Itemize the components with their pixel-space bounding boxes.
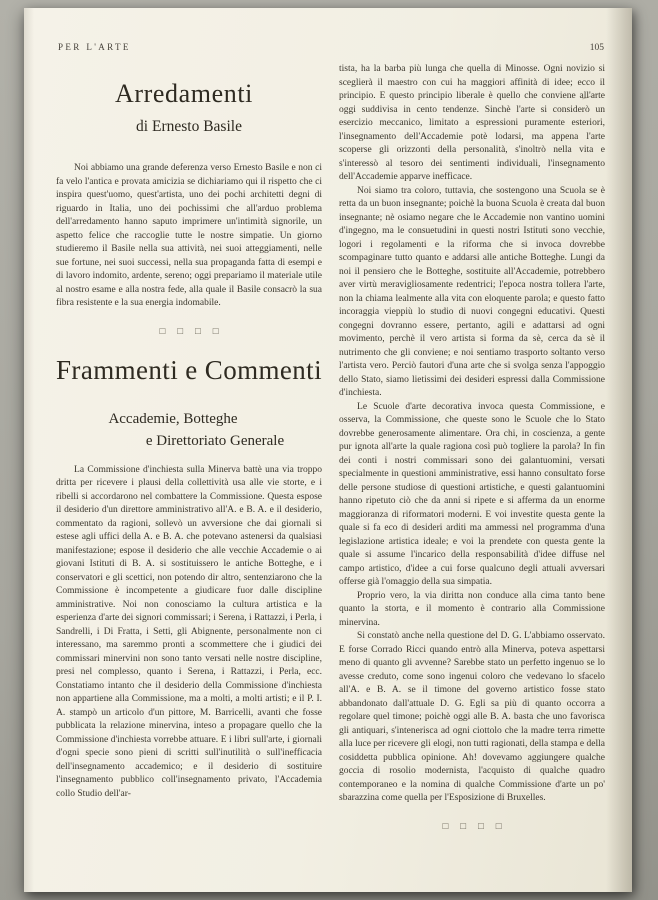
left-column	[56, 59, 322, 832]
ornament-squares: □□□□	[442, 821, 514, 832]
subtitle-line-2: e Direttoriato Generale	[145, 432, 285, 449]
page-header	[56, 42, 606, 53]
article-byline: di Ernesto Basile	[136, 118, 242, 135]
article-title-arredamenti: Arredamenti	[115, 79, 253, 108]
magazine-page	[24, 8, 632, 892]
paragraph: Noi siamo tra coloro, tuttavia, che sostengono una Scuola se è retta da un buon insegnante; poichè la buona Scuola è creata dal buon insegnante; nè osiamo negare che le Accademie non vantino uomini d'ingegno, ma le consuetudini in questi nostri Istituti sono vecchie, logori i regolamenti e la riforma che si invoca dovrebbe scompaginare tutto quanto e addarsi alle antiche Botteghe. Lungi da noi il pensiero che le Botteghe, sostituite all'Accademie, potrebbero aver virtù meravigliosamente redentrici; l'epoca nostra tollera l'arte, non la chiama lealmente alla vita con eloquente parola; e questo fatto incoraggia vieppiù lo studio di nuovi congegni educativi. Questi congegni dovranno essere, pertanto, agili e adattarsi ad ogni movimento, perchè il vero artista si forma da sè, cerca da sè il nutrimento che gli conviene; e noi sentiamo trasporto soltanto verso l'artista vero. Perciò fautori d'una arte che si svolga senza l'appoggio dello Stato, siamo lietissimi dei desideri espressi dalla Commissione d'inchiesta.	[339, 185, 605, 398]
paragraph: Si constatò anche nella questione del D. G. L'abbiamo osservato. E forse Corrado Ricci quando entrò alla Minerva, poteva aspettarsi meno di quanto gli avvenne? Sarebbe stato un perfetto ingenuo se lo avesse creduto, come sono ingenui coloro che vedevano lo sfacelo all'A. e B. A. se il timone del governo artistico fosse stato abbandonato dall'attuale D. G. Egli sa più di quanto occorra a regolare quel timone; poichè oggi alle B. A. basta che uno favorisca gli antiquari, s'intenerisca ad ogni ciottolo che la madre terra rimette alla luce per ricevere gli elogi, non tutti ragionati, della stampa e della cosiddetta pubblica opinione. Ah! dovevamo aggiungere qualche goccia di rosolio modernista, l'acquisto di qualche quadro contemporaneo e la nomina di qualche Commissione d'arte un po' sbarazzina come quella per l'Esposizione di Bruxelles.	[339, 631, 605, 803]
right-column	[339, 59, 605, 832]
paragraph: tista, ha la barba più lunga che quella di Minosse. Ogni novizio si sceglierà il maestro con cui ha maggiori affinità di idee; ecco il principio. E questo principio liberale è quello che conviene all'arte oggi suddivisa in cento tendenze. Sinchè l'arte si considerò un esercizio meccanico, limitato a espressioni puramente esteriori, l'insegnamento dell'Accademie potè lodarsi, ma appena l'arte scoperse gli orizzonti della personalità, s'inoltrò nella vita e s'interessò al tesoro dei sentimenti individuali, l'insegnamento dell'Accademie apparve inefficace.	[339, 64, 605, 182]
subtitle-line-1: Accademie, Botteghe	[108, 410, 238, 427]
paragraph: La Commissione d'inchiesta sulla Minerva battè una via troppo dritta per ricevere i plausi della collettività usa alle vie storte, e i ribelli si accordarono nel combattere la Commissione. Questa espose il desiderio d'un direttore amministrativo all'A. e B. A. e il desiderio, commentato da ragioni, sollevò un avversione che dai giornali si estese agli uffici della A. e B. A. che potevano astenersi da qualsiasi manifestazione; espose il desiderio che alle vecchie Accademie o ai giovani Istituti di B. A. si sostituissero le antiche Botteghe, e i conservatori e gli scettici, non potendo dir altro, sentenziarono che la Commissione è incompetente a giudicare fuor dalle discipline amministrative. Noi non conosciamo la cultura artistica e la esperienza d'arte dei signori commissari; i Serena, i Rattazzi, i Perla, i Sandrelli, i Di Fratta, i Setti, gli Abignente, personalmente non ci interessano, ma saremmo pronti a scommettere che i giudici dei commissari minervini non sono tanto versati nelle nostre discipline, presi nel complesso, quanto i Serena, i Rattazzi, i Perla, ecc. Constatiamo intanto che il desiderio della Commissione d'inchiesta non appartiene alla Commissione, ma a molti, a molti artisti; e il P. I. A. stampò un articolo d'un pittore, M. Barricelli, avanti che fosse pubblicata la relazione minervina, inteso a propagare quello che la Commissione d'inchiesta vorrebbe attuare. E i libri sull'arte, i giornali d'ogni specie sono pieni di scritti sull'inutilità o sull'inefficacia dell'insegnamento accademico; e il desiderio di sostituire l'insegnamento pubblico coll'insegnamento privato, l'Accademia collo Studio dell'ar-	[56, 464, 322, 799]
paragraph: Noi abbiamo una grande deferenza verso Ernesto Basile e non ci fa velo l'antica e provata amicizia se dichiariamo qui il rispetto che ci inspira quest'uomo, quest'artista, uno dei pochi architetti degni di riguardo in Italia, uno dei pochissimi che all'arduo problema dell'arredamento hanno saputo imprimere un'intimità signorile, un aspetto felice che raccoglie tutte le nostre simpatie. Un giorno studieremo il Basile nella sua attività, nei suoi atteggiamenti, nelle sue fortune, nei suoi successi, nella sua propaganda fatta di esempi e di lavoro indomito, ardente, sereno; oggi prepariamo il materiale utile al nostro esame e alla nostra fede, alla quale il Basile consacrò la sua fibra resistente e la sua energia indomabile.	[56, 163, 322, 308]
text-columns	[56, 59, 606, 832]
paragraph: Le Scuole d'arte decorativa invoca questa Commissione, e osserva, la Commissione, che queste sono le Scuole che lo Stato dovrebbe generosamente alimentare. Ora chi, in coscienza, a gente pur ignota all'arte la quale ragiona così può togliere la parola? In fin dei conti i nostri commissari sono dei galantuomini, versati specialmente in questioni amministrative, essi hanno consultato forse delle persone studiose di questioni artistiche, e questi galantuomini hanno ripetuto ciò che da anni si ripete e si afferma da un enorme maggioranza di riformatori moderni. E voi investite questa gente la quale si fa eco di desideri arditi ma ammessi nel programma d'una legislazione artistica ideale; e voi la prendete con questa gente la quale si assume l'incarico della responsabilità d'idee diffuse nel campo artistico, d'idee a cui forse qualcuno degli attuali avversari offerse già l'omaggio della sua simpatia.	[339, 401, 605, 587]
paragraph: Proprio vero, la via diritta non conduce alla cima tanto bene quanto la storta, e il momento è contrario alla Commissione minervina.	[339, 590, 605, 628]
article-body-arredamenti	[56, 162, 322, 311]
article-title-frammenti: Frammenti e Commenti	[56, 354, 322, 385]
page-number: 105	[589, 43, 604, 53]
journal-title: PER L'ARTE	[58, 42, 131, 52]
article-subtitle	[56, 408, 322, 452]
ornament-squares: □□□□	[159, 326, 231, 337]
article-body-frammenti	[56, 464, 322, 802]
